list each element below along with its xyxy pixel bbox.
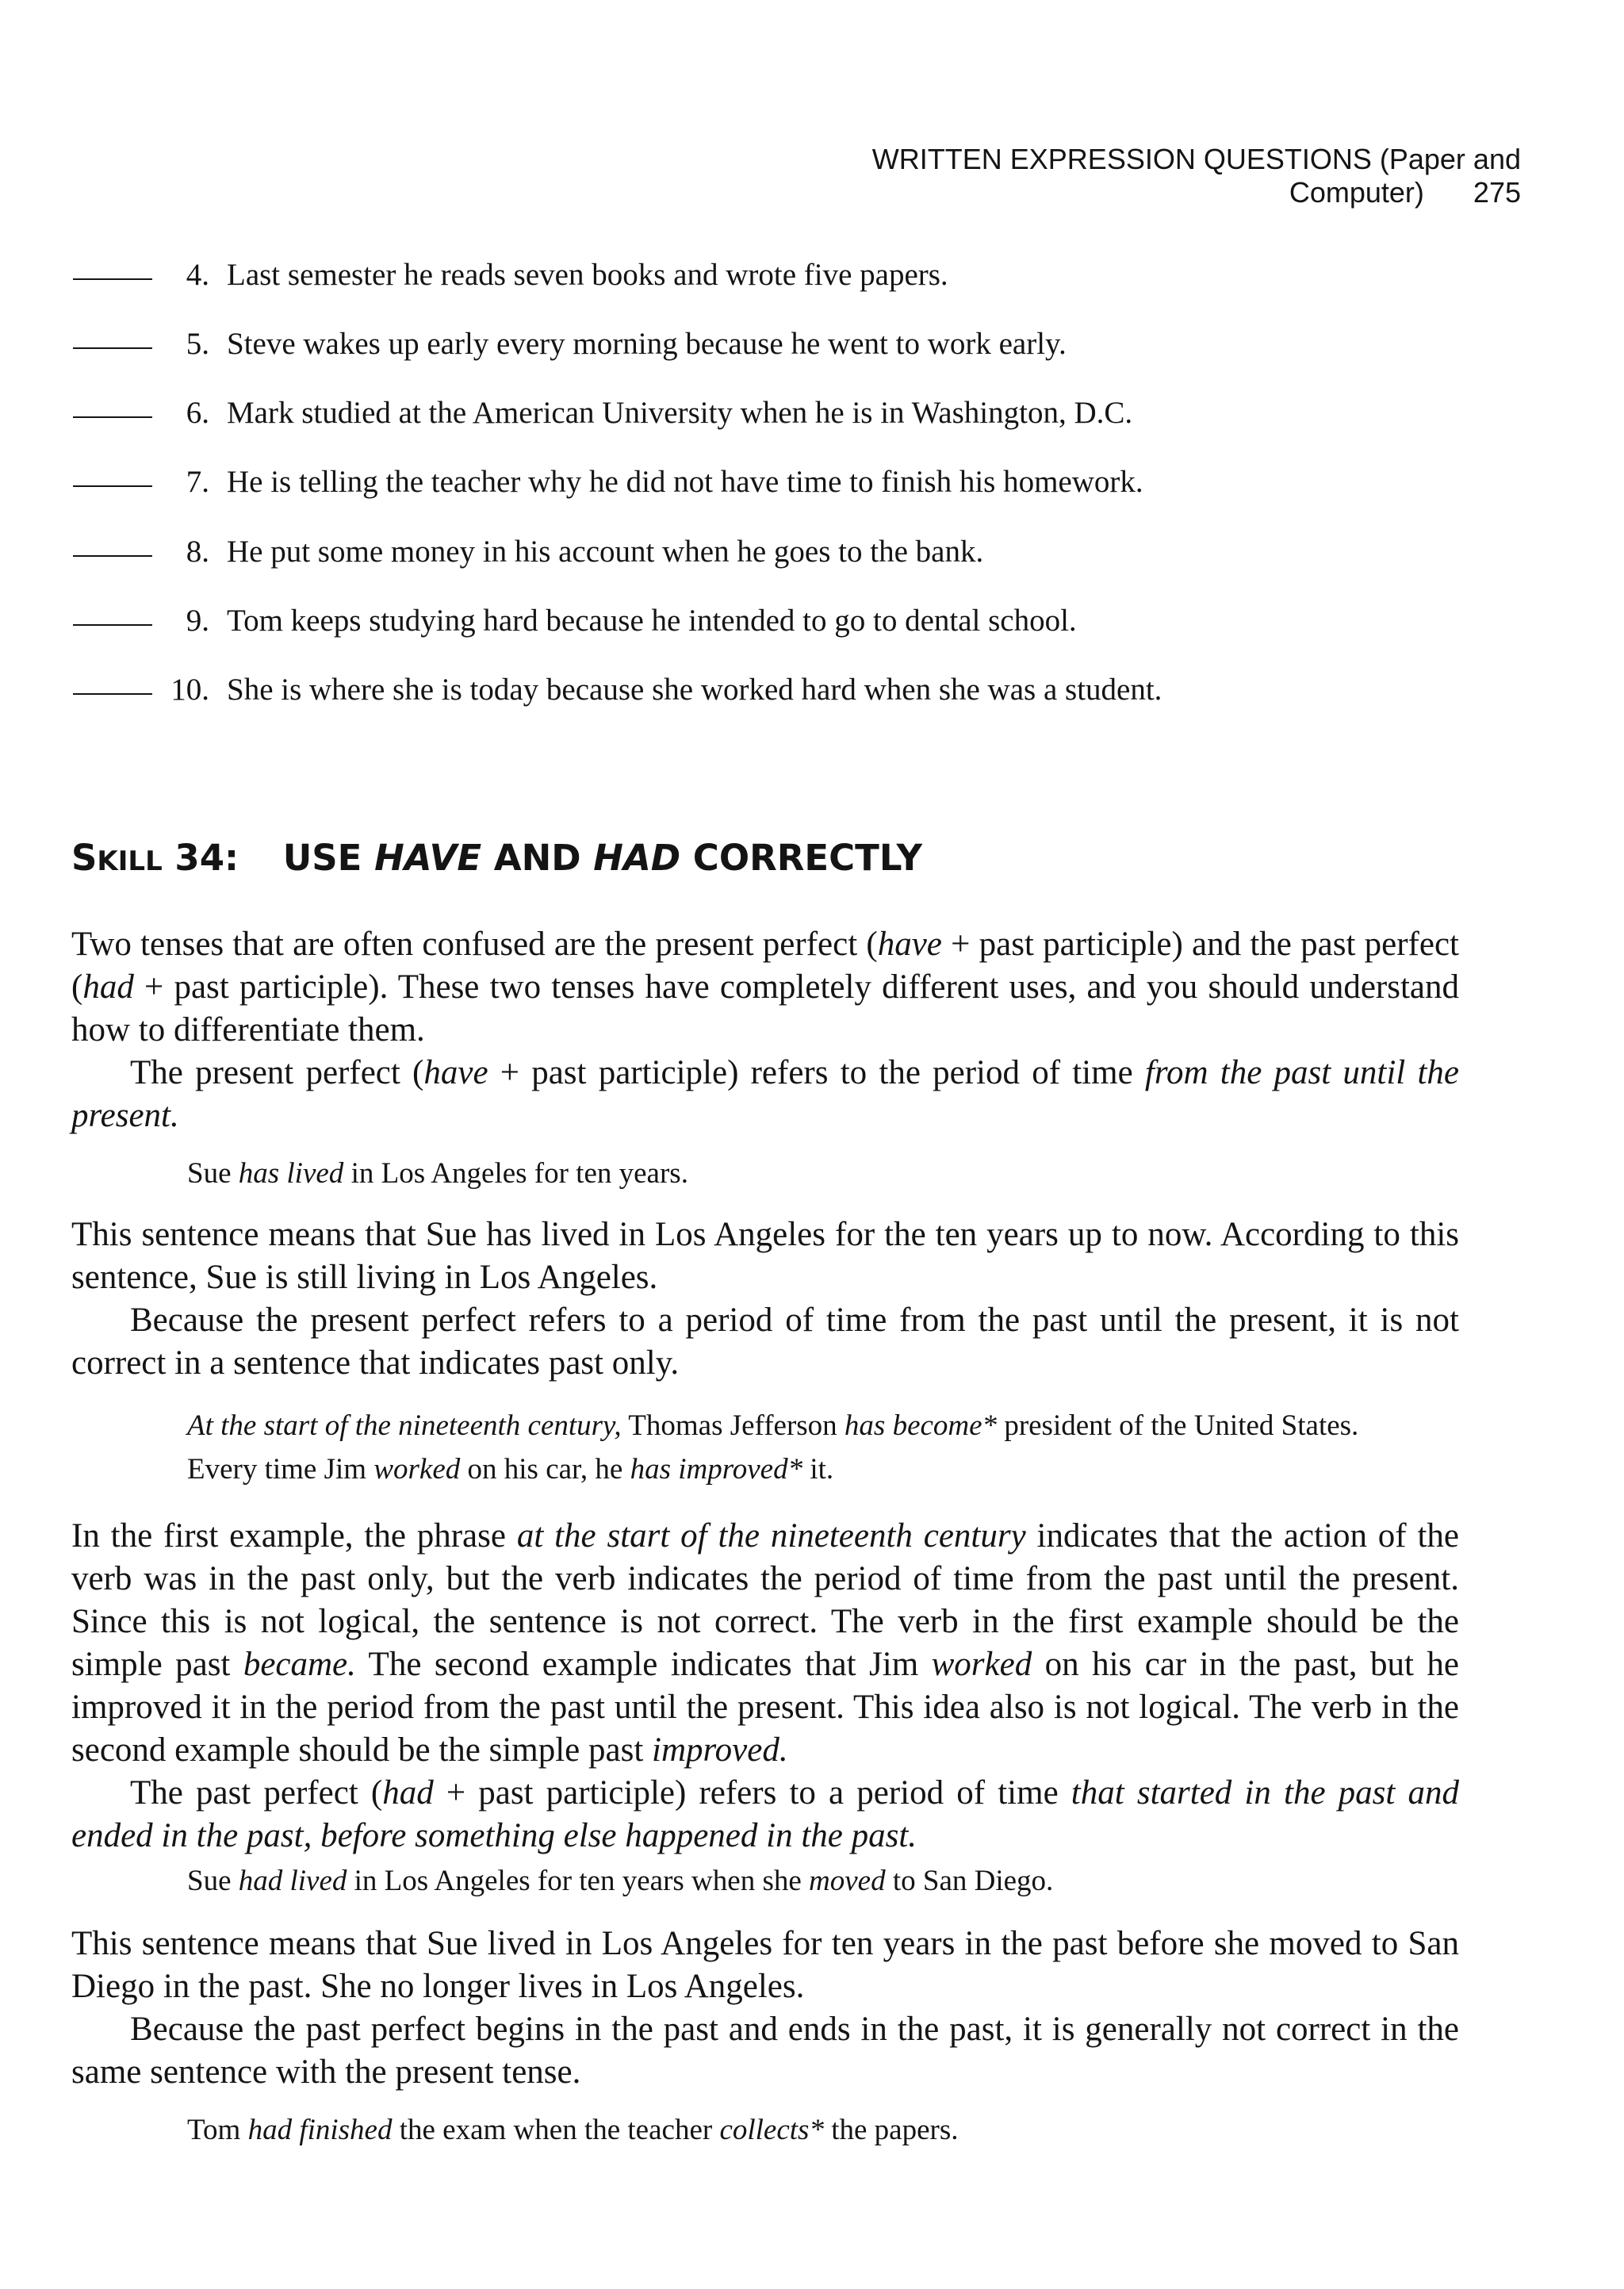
skill-heading: [71, 837, 922, 879]
text-run: in Los Angeles for ten years when she: [347, 1865, 810, 1897]
item-number: 4.: [186, 258, 209, 292]
item-text: Mark studied at the American University when he is in Washington, D.C.: [227, 396, 1133, 430]
answer-blank: [73, 347, 152, 349]
text-run: indicates that the action of the verb was in the past only, but the verb indicates the period of time from the past until the present. Since this is not logical, the sentence is not correct. The verb in the first example should be the simple past: [71, 1517, 1459, 1683]
item-text: Steve wakes up early every morning because he went to work early.: [227, 327, 1067, 361]
paragraph-block-3: [71, 1515, 1459, 1858]
italic-run: worked: [931, 1646, 1032, 1683]
paragraph: [71, 1052, 1459, 1137]
italic-run: became.: [243, 1646, 356, 1683]
skill-title: [283, 837, 922, 879]
answer-blank: [73, 416, 152, 418]
text-run: to San Diego.: [885, 1865, 1054, 1897]
skill-title-had: HAD: [593, 837, 681, 879]
item-text: He put some money in his account when he goes to the bank.: [227, 535, 984, 569]
paragraph: [71, 1772, 1459, 1858]
running-head-title: WRITTEN EXPRESSION QUESTIONS (Paper and Computer): [871, 143, 1521, 209]
answer-blank: [73, 624, 152, 626]
running-head: [634, 143, 1521, 209]
italic-run: At the start of the nineteenth century,: [187, 1409, 622, 1442]
text-run: Thomas Jefferson: [621, 1409, 845, 1442]
text-run: + past participle) and the past perfect (: [71, 926, 1459, 1006]
italic-run: have: [877, 926, 942, 963]
skill-title-post: CORRECTLY: [692, 837, 923, 879]
text-run: president of the United States.: [997, 1409, 1359, 1442]
paragraph: [71, 923, 1459, 1052]
page-number: 275: [1473, 176, 1521, 209]
example-sentence: [187, 1404, 1358, 1447]
paragraph-block-1: [71, 923, 1459, 1137]
text-run: the papers.: [823, 2114, 959, 2146]
italic-run: from the past until the present.: [71, 1054, 1460, 1134]
text-run: Sue: [187, 1865, 239, 1897]
paragraph-block-4: [71, 1923, 1459, 2094]
answer-blank: [73, 555, 152, 557]
item-number: 8.: [186, 535, 209, 569]
item-text: She is where she is today because she worked hard when she was a student.: [227, 673, 1162, 707]
text-run: the exam when the teacher: [392, 2114, 720, 2146]
item-text: Last semester he reads seven books and wrote five papers.: [227, 258, 948, 292]
text-run: The past perfect (: [130, 1774, 383, 1812]
text-run: + past participle). These two tenses have completely different uses, and you should understand how to differentiate them.: [71, 968, 1459, 1049]
skill-title-and: AND: [493, 837, 581, 879]
text-run: on his car in the past, but he improved it in the period from the past until the present. This idea also is not logical. The verb in the second example should be the simple past: [71, 1646, 1459, 1769]
skill-number: 34:: [174, 837, 239, 879]
skill-title-have: HAVE: [374, 837, 482, 879]
item-number: 10.: [170, 673, 209, 707]
text-run: + past participle) refers to the period of time: [488, 1054, 1145, 1091]
answer-blank: [73, 485, 152, 487]
text-run: In the first example, the phrase: [71, 1517, 517, 1555]
item-number: 7.: [186, 465, 209, 499]
paragraph: This sentence means that Sue lived in Los Angeles for ten years in the past before she moved to San Diego in the past. She no longer lives in Los Angeles.: [71, 1925, 1459, 2005]
italic-run: collects*: [719, 2114, 824, 2146]
italic-run: had: [382, 1774, 434, 1812]
example-sentence: [187, 1447, 833, 1491]
example-sentence: [187, 1859, 1053, 1903]
exercise-item: [73, 534, 983, 569]
item-number: 9.: [186, 604, 209, 638]
text-run: The second example indicates that Jim: [355, 1646, 932, 1683]
exercise-item: [73, 464, 1143, 500]
italic-run: worked: [373, 1453, 461, 1486]
italic-run: moved: [809, 1865, 886, 1897]
text-run: it.: [802, 1453, 834, 1486]
italic-run: improved.: [652, 1731, 788, 1769]
italic-run: have: [423, 1054, 488, 1091]
text-run: Every time Jim: [187, 1453, 374, 1486]
item-text: Tom keeps studying hard because he intended to go to dental school.: [227, 604, 1077, 638]
italic-run: had: [82, 968, 134, 1006]
paragraph: Because the past perfect begins in the past and ends in the past, it is generally not correct in the same sentence with the present tense.: [71, 2011, 1459, 2091]
item-number: 5.: [186, 327, 209, 361]
paragraph-block-2: [71, 1214, 1459, 1385]
italic-run: that started in the past and ended in the past, before something else happened in the past.: [71, 1774, 1459, 1854]
italic-run: had lived: [238, 1865, 347, 1897]
text-run: Tom: [187, 2114, 248, 2146]
item-number: 6.: [186, 396, 209, 430]
example-sentence: [187, 2108, 959, 2152]
skill-title-pre: USE: [282, 837, 362, 879]
exercise-item: [73, 257, 948, 293]
exercise-item: [73, 672, 1162, 707]
italic-run: has lived: [238, 1157, 344, 1190]
answer-blank: [73, 693, 152, 695]
paragraph: This sentence means that Sue has lived in Los Angeles for the ten years up to now. According to this sentence, Sue is still living in Los Angeles.: [71, 1216, 1459, 1296]
italic-run: had finished: [247, 2114, 393, 2146]
exercise-item: [73, 326, 1067, 362]
italic-run: has improved*: [630, 1453, 803, 1486]
italic-run: has become*: [844, 1409, 998, 1442]
answer-blank: [73, 278, 152, 280]
text-run: The present perfect (: [130, 1054, 424, 1091]
example-sentence: [187, 1152, 688, 1195]
text-run: + past participle) refers to a period of time: [433, 1774, 1071, 1812]
exercise-item: [73, 395, 1132, 431]
text-run: in Los Angeles for ten years.: [343, 1157, 688, 1190]
text-run: Two tenses that are often confused are the present perfect (: [71, 926, 878, 963]
paragraph: Because the present perfect refers to a period of time from the past until the present, it is not correct in a sentence that indicates past only.: [71, 1302, 1459, 1382]
text-run: Sue: [187, 1157, 239, 1190]
italic-run: at the start of the nineteenth century: [516, 1517, 1026, 1555]
skill-label-initial: S: [71, 837, 98, 879]
exercise-item: [73, 603, 1077, 638]
text-run: on his car, he: [460, 1453, 630, 1486]
item-text: He is telling the teacher why he did not have time to finish his homework.: [227, 465, 1143, 499]
skill-label-rest: KILL: [97, 845, 163, 877]
paragraph: [71, 1515, 1459, 1772]
